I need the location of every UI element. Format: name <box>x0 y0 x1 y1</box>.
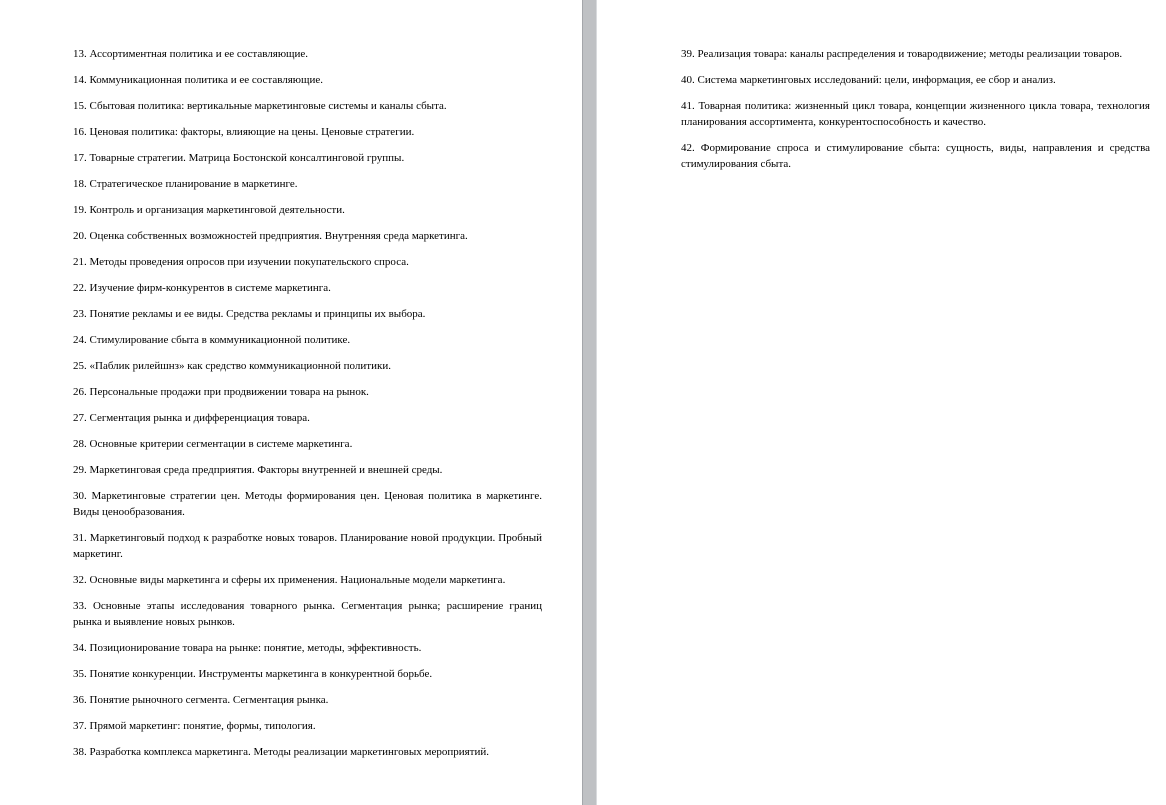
list-item: 36. Понятие рыночного сегмента. Сегментация рынка. <box>73 694 329 706</box>
list-item: 19. Контроль и организация маркетинговой деятельности. <box>73 204 345 216</box>
list-item: 42. Формирование спроса и стимулирование сбыта: сущность, виды, направления и средства стимулирования сбыта. <box>681 142 1150 170</box>
list-item: 26. Персональные продажи при продвижении товара на рынок. <box>73 386 369 398</box>
list-item: 27. Сегментация рынка и дифференциация товара. <box>73 412 310 424</box>
list-item: 22. Изучение фирм-конкурентов в системе маркетинга. <box>73 282 331 294</box>
page-gap-divider <box>582 0 597 805</box>
list-item: 13. Ассортиментная политика и ее составляющие. <box>73 48 309 60</box>
list-item: 30. Маркетинговые стратегии цен. Методы формирования цен. Ценовая политика в маркетинге. Виды ценообразования. <box>73 490 542 518</box>
question-list-left <box>73 46 542 770</box>
list-item: 25. «Паблик рилейшнз» как средство коммуникационной политики. <box>73 360 391 372</box>
list-item: 35. Понятие конкуренции. Инструменты маркетинга в конкурентной борьбе. <box>73 668 433 680</box>
list-item: 14. Коммуникационная политика и ее составляющие. <box>73 74 324 86</box>
list-item: 38. Разработка комплекса маркетинга. Методы реализации маркетинговых мероприятий. <box>73 746 489 758</box>
question-list-right <box>681 46 1150 182</box>
list-item: 32. Основные виды маркетинга и сферы их применения. Национальные модели маркетинга. <box>73 574 506 586</box>
list-item: 34. Позиционирование товара на рынке: понятие, методы, эффективность. <box>73 642 422 654</box>
list-item: 15. Сбытовая политика: вертикальные маркетинговые системы и каналы сбыта. <box>73 100 447 112</box>
list-item: 24. Стимулирование сбыта в коммуникационной политике. <box>73 334 351 346</box>
list-item: 31. Маркетинговый подход к разработке новых товаров. Планирование новой продукции. Пробный маркетинг. <box>73 532 542 560</box>
list-item: 18. Стратегическое планирование в маркетинге. <box>73 178 298 190</box>
list-item: 21. Методы проведения опросов при изучении покупательского спроса. <box>73 256 409 268</box>
list-item: 33. Основные этапы исследования товарного рынка. Сегментация рынка; расширение границ рынка и выявление новых рынков. <box>73 600 542 628</box>
list-item: 23. Понятие рекламы и ее виды. Средства рекламы и принципы их выбора. <box>73 308 426 320</box>
list-item: 41. Товарная политика: жизненный цикл товара, концепции жизненного цикла товара, технология планирования ассортимента, конкурентоспособность и качество. <box>681 100 1150 128</box>
list-item: 16. Ценовая политика: факторы, влияющие на цены. Ценовые стратегии. <box>73 126 415 138</box>
list-item: 39. Реализация товара: каналы распределения и товародвижение; методы реализации товаров. <box>681 48 1123 60</box>
list-item: 37. Прямой маркетинг: понятие, формы, типология. <box>73 720 316 732</box>
list-item: 28. Основные критерии сегментации в системе маркетинга. <box>73 438 353 450</box>
document-page-left <box>0 0 582 805</box>
list-item: 29. Маркетинговая среда предприятия. Факторы внутренней и внешней среды. <box>73 464 443 476</box>
list-item: 20. Оценка собственных возможностей предприятия. Внутренняя среда маркетинга. <box>73 230 468 242</box>
list-item: 17. Товарные стратегии. Матрица Бостонской консалтинговой группы. <box>73 152 405 164</box>
document-page-right <box>597 0 1166 805</box>
list-item: 40. Система маркетинговых исследований: цели, информация, ее сбор и анализ. <box>681 74 1056 86</box>
